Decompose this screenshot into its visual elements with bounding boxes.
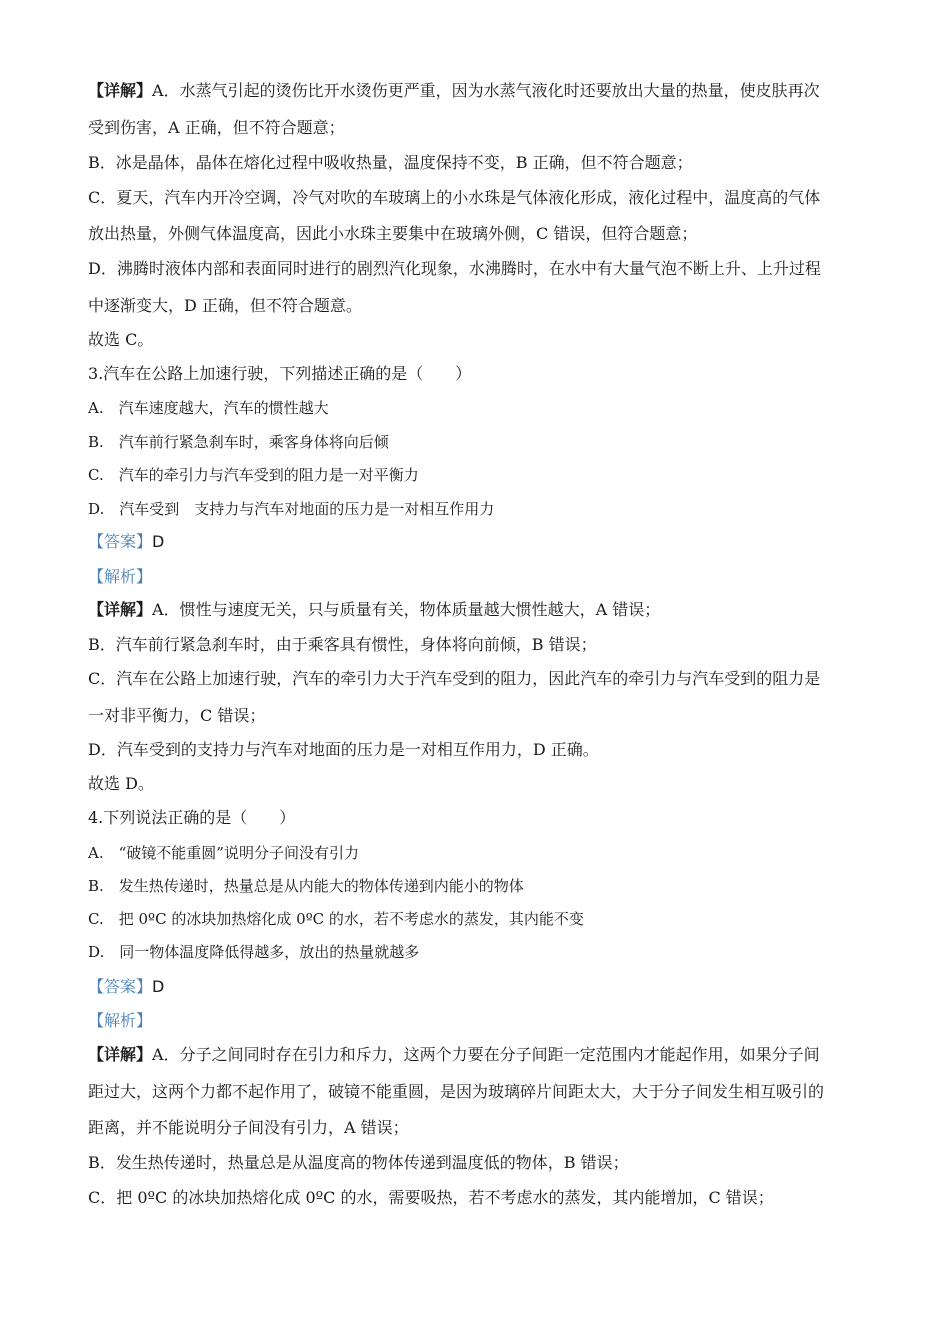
q4-detail-a-line3: 距离，并不能说明分子间没有引力，A 错误； xyxy=(88,1118,409,1137)
q3-detail-c-line2: 一对非平衡力，C 错误； xyxy=(88,706,266,725)
q4-detail-a-line1: 【详解】A．分子之间同时存在引力和斥力，这两个力要在分子间距一定范围内才能起作用，如果分子间 xyxy=(88,1045,820,1064)
q4-answer-value: D xyxy=(152,977,165,996)
q3-detail-a: 【详解】A．惯性与速度无关，只与质量有关，物体质量越大惯性越大，A 错误； xyxy=(88,600,661,619)
q3-answer-value: D xyxy=(152,532,165,551)
q3-analysis-tag: 【解析】 xyxy=(88,567,153,586)
q4-detail-c: C．把 0ºC 的冰块加热熔化成 0ºC 的水，需要吸热，若不考虑水的蒸发，其内能增加，C 错误； xyxy=(88,1188,774,1207)
q4-option-c: C. 把 0ºC 的冰块加热熔化成 0ºC 的水，若不考虑水的蒸发，其内能不变 xyxy=(88,910,584,928)
q3-answer-tag: 【答案】 xyxy=(88,532,153,551)
q3-stem: 3.汽车在公路上加速行驶，下列描述正确的是（ ） xyxy=(88,364,472,383)
q3-detail-d: D．汽车受到的支持力与汽车对地面的压力是一对相互作用力，D 正确。 xyxy=(88,740,599,759)
q2-detail-a-line2: 受到伤害，A 正确，但不符合题意； xyxy=(88,118,345,137)
q4-detail-b: B．发生热传递时，热量总是从温度高的物体传递到温度低的物体，B 错误； xyxy=(88,1153,629,1172)
q3-conclusion: 故选 D。 xyxy=(88,774,154,793)
q2-detail-c-line2: 放出热量，外侧气体温度高，因此小水珠主要集中在玻璃外侧，C 错误，但符合题意； xyxy=(88,224,698,243)
q2-detail-a-line1: 【详解】A．水蒸气引起的烫伤比开水烫伤更严重，因为水蒸气液化时还要放出大量的热量，使皮肤再次 xyxy=(88,81,820,100)
q2-detail-d-line2: 中逐渐变大，D 正确，但不符合题意。 xyxy=(88,296,362,315)
q4-option-b: B. 发生热传递时，热量总是从内能大的物体传递到内能小的物体 xyxy=(88,877,524,895)
q3-detail-b: B．汽车前行紧急刹车时，由于乘客具有惯性，身体将向前倾，B 错误； xyxy=(88,635,597,654)
q4-detail-tag: 【详解】 xyxy=(88,1045,153,1064)
q4-detail-a-line2: 距过大，这两个力都不起作用了，破镜不能重圆，是因为玻璃碎片间距太大，大于分子间发生相互吸引的 xyxy=(88,1082,825,1101)
q3-detail-tag: 【详解】 xyxy=(88,600,153,619)
q4-option-a: A. “破镜不能重圆”说明分子间没有引力 xyxy=(88,844,359,862)
q3-detail-c-line1: C．汽车在公路上加速行驶，汽车的牵引力大于汽车受到的阻力，因此汽车的牵引力与汽车受到的阻力是 xyxy=(88,669,821,688)
q3-option-a: A. 汽车速度越大，汽车的惯性越大 xyxy=(88,399,329,417)
q2-conclusion: 故选 C。 xyxy=(88,330,154,349)
q3-answer xyxy=(88,532,164,552)
q4-answer-tag: 【答案】 xyxy=(88,977,153,996)
q3-option-c: C. 汽车的牵引力与汽车受到的阻力是一对平衡力 xyxy=(88,466,419,484)
q4-answer xyxy=(88,977,164,997)
q2-detail-b: B．冰是晶体，晶体在熔化过程中吸收热量，温度保持不变，B 正确，但不符合题意； xyxy=(88,153,693,172)
q3-option-d: D. 汽车受到 支持力与汽车对地面的压力是一对相互作用力 xyxy=(88,500,495,518)
q2-detail-c-line1: C．夏天，汽车内开冷空调，冷气对吹的车玻璃上的小水珠是气体液化形成，液化过程中，温度高的气体 xyxy=(88,188,821,207)
q4-analysis-tag: 【解析】 xyxy=(88,1011,153,1030)
q4-option-d: D. 同一物体温度降低得越多，放出的热量就越多 xyxy=(88,943,420,961)
q3-option-b: B. 汽车前行紧急刹车时，乘客身体将向后倾 xyxy=(88,433,389,451)
q2-detail-tag: 【详解】 xyxy=(88,81,153,100)
q4-stem: 4.下列说法正确的是（ ） xyxy=(88,808,296,827)
q2-detail-d-line1: D．沸腾时液体内部和表面同时进行的剧烈汽化现象，水沸腾时，在水中有大量气泡不断上升、上升过程 xyxy=(88,259,821,278)
